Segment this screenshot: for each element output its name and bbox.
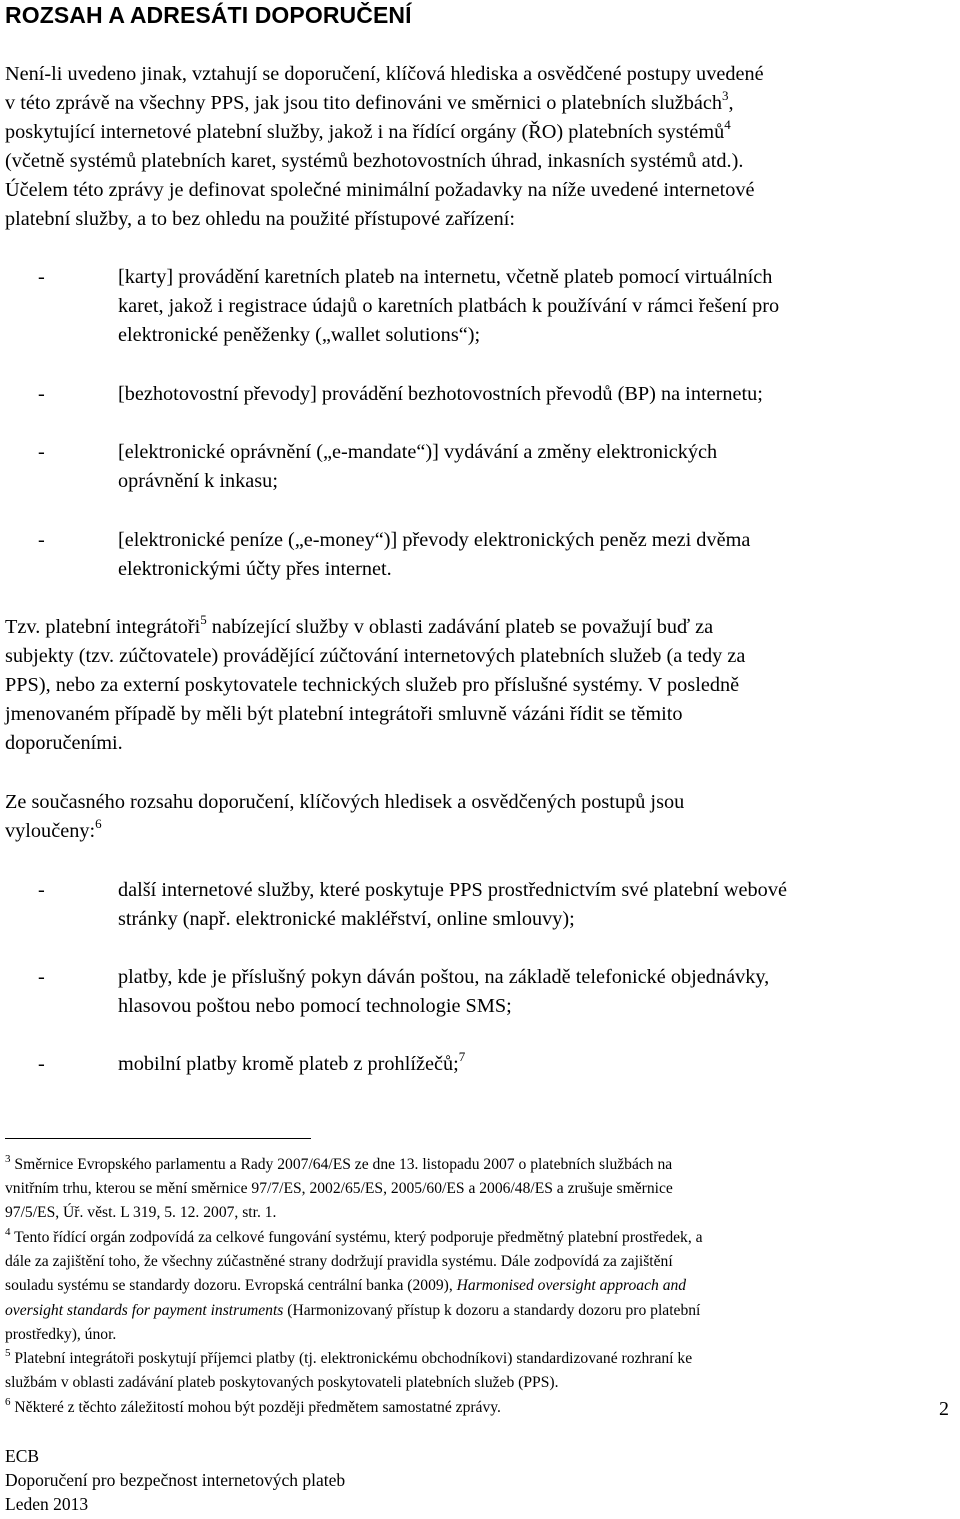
text-line: 97/5/ES, Úř. věst. L 319, 5. 12. 2007, str. 1. [5, 1204, 277, 1222]
text-line: službám v oblasti zadávání plateb poskytovaných poskytovateli platebních služeb (PPS). [5, 1374, 559, 1392]
bullet-dash: - [38, 266, 45, 288]
text-line: mobilní platby kromě plateb z prohlížečů;$^7$ [118, 1049, 466, 1075]
text-line: Tzv. platební integrátoři$^5$ nabízející služby v oblasti zadávání plateb se považují buď za [5, 612, 714, 638]
text-line: prostředky), únor. [5, 1325, 117, 1343]
page-title: ROZSAH A ADRESÁTI DOPORUČENÍ [5, 2, 412, 28]
text-line: [elektronické oprávnění („e-mandate“)] vydávání a změny elektronických [118, 441, 718, 463]
text-line: Účelem této zprávy je definovat společné minimální požadavky na níže uvedené internetové [5, 179, 755, 201]
footer-date: Leden 2013 [5, 1494, 89, 1514]
text-line: elektronické peněženky („wallet solutions“); [118, 324, 481, 346]
footnote-ref-3[interactable]: 3 [722, 88, 729, 103]
text-line: [elektronické peníze („e-money“)] převody elektronických peněz mezi dvěma [118, 529, 751, 551]
text-line: oversight standards for payment instruments (Harmonizovaný přístup k dozoru a standardy dozoru pro platební [5, 1301, 701, 1319]
text-line: vyloučeny:$^6$ [5, 816, 102, 842]
footnote-ref-7[interactable]: 7 [458, 1049, 466, 1064]
footnote-3 [5, 1153, 955, 1226]
text-line: karet, jakož i registrace údajů o karetních platbách k používání v rámci řešení pro [118, 295, 780, 317]
text-line: $^5$ Platební integrátoři poskytují příjemci platby (tj. elektronickému obchodníkovi) standardizované rozhraní ke [5, 1347, 693, 1367]
intro-paragraph [5, 60, 955, 234]
text-line: poskytující internetové platební služby, jakož i na řídící orgány (ŘO) platebních systémů$^4$ [5, 117, 731, 143]
footer-org: ECB [5, 1446, 40, 1466]
text-line: platby, kde je příslušný pokyn dáván poštou, na základě telefonické objednávky, [118, 966, 770, 988]
text-line: [bezhotovostní převody] provádění bezhotovostních převodů (BP) na internetu; [118, 383, 763, 405]
text-line: [karty] provádění karetních plateb na internetu, včetně plateb pomocí virtuálních [118, 266, 773, 288]
text-line: subjekty (tzv. zúčtovatele) provádějící zúčtování internetových platebních služeb (a tedy za [5, 645, 746, 667]
text-line: oprávnění k inkasu; [118, 470, 278, 492]
footnote-5 [5, 1347, 955, 1395]
footnote-ref-4[interactable]: 4 [724, 117, 731, 132]
text-line: elektronickými účty přes internet. [118, 558, 392, 580]
footnote-divider [5, 1138, 311, 1139]
bullet-dash: - [38, 1053, 45, 1075]
text-line: PPS), nebo za externí poskytovatele technických služeb pro příslušné systémy. V posledně [5, 674, 740, 696]
exclusions-intro [5, 788, 955, 846]
footnote-6 [5, 1396, 955, 1420]
footnote-ref-6[interactable]: 6 [95, 816, 102, 831]
text-line: jmenovaném případě by měli být platební integrátoři smluvně vázáni řídit se těmito [5, 703, 683, 725]
text-line: $^6$ Některé z těchto záležitostí mohou být později předmětem samostatné zprávy. [5, 1396, 501, 1416]
footnote-4 [5, 1226, 955, 1347]
text-line: Ze současného rozsahu doporučení, klíčových hledisek a osvědčených postupů jsou [5, 791, 685, 813]
text-line: dále za zajištění toho, že všechny zúčastněné strany dodržují pravidla systému. Dále zodpovídá za zajištění [5, 1253, 673, 1271]
page-footer [5, 1444, 345, 1516]
text-line: platební služby, a to bez ohledu na použité přístupové zařízení: [5, 208, 516, 230]
footnote-ref-5[interactable]: 5 [200, 612, 207, 627]
text-line: (včetně systémů platebních karet, systémů bezhotovostních úhrad, inkasních systémů atd.). [5, 150, 744, 172]
footer-document: Doporučení pro bezpečnost internetových plateb [5, 1470, 346, 1490]
text-line: $^3$ Směrnice Evropského parlamentu a Rady 2007/64/ES ze dne 13. listopadu 2007 o platebních službách na [5, 1153, 673, 1173]
text-line: další internetové služby, které poskytuje PPS prostřednictvím své platební webové [118, 879, 787, 901]
bullet-dash: - [38, 966, 45, 988]
text-line: stránky (např. elektronické makléřství, online smlouvy); [118, 908, 575, 930]
bullet-dash: - [38, 441, 45, 463]
bullet-dash: - [38, 879, 45, 901]
text-line: doporučeními. [5, 732, 123, 754]
text-line: Není-li uvedeno jinak, vztahují se doporučení, klíčová hlediska a osvědčené postupy uvedené [5, 63, 764, 85]
page-number: 2 [939, 1398, 949, 1420]
text-line: v této zprávě na všechny PPS, jak jsou tito definováni ve směrnici o platebních službách$^3$, [5, 88, 734, 114]
text-line: hlasovou poštou nebo pomocí technologie SMS; [118, 995, 512, 1017]
bullet-dash: - [38, 383, 45, 405]
text-line: $^4$ Tento řídící orgán zodpovídá za celkové fungování systému, který podporuje předmětný platební prostředek, a [5, 1226, 703, 1246]
text-line: souladu systému se standardy dozoru. Evropská centrální banka (2009), Harmonised oversight approach and [5, 1277, 687, 1295]
integrators-paragraph [5, 613, 955, 758]
text-line: vnitřním trhu, kterou se mění směrnice 97/7/ES, 2002/65/ES, 2005/60/ES a 2006/48/ES a zrušuje směrnice [5, 1180, 673, 1198]
bullet-dash: - [38, 529, 45, 551]
